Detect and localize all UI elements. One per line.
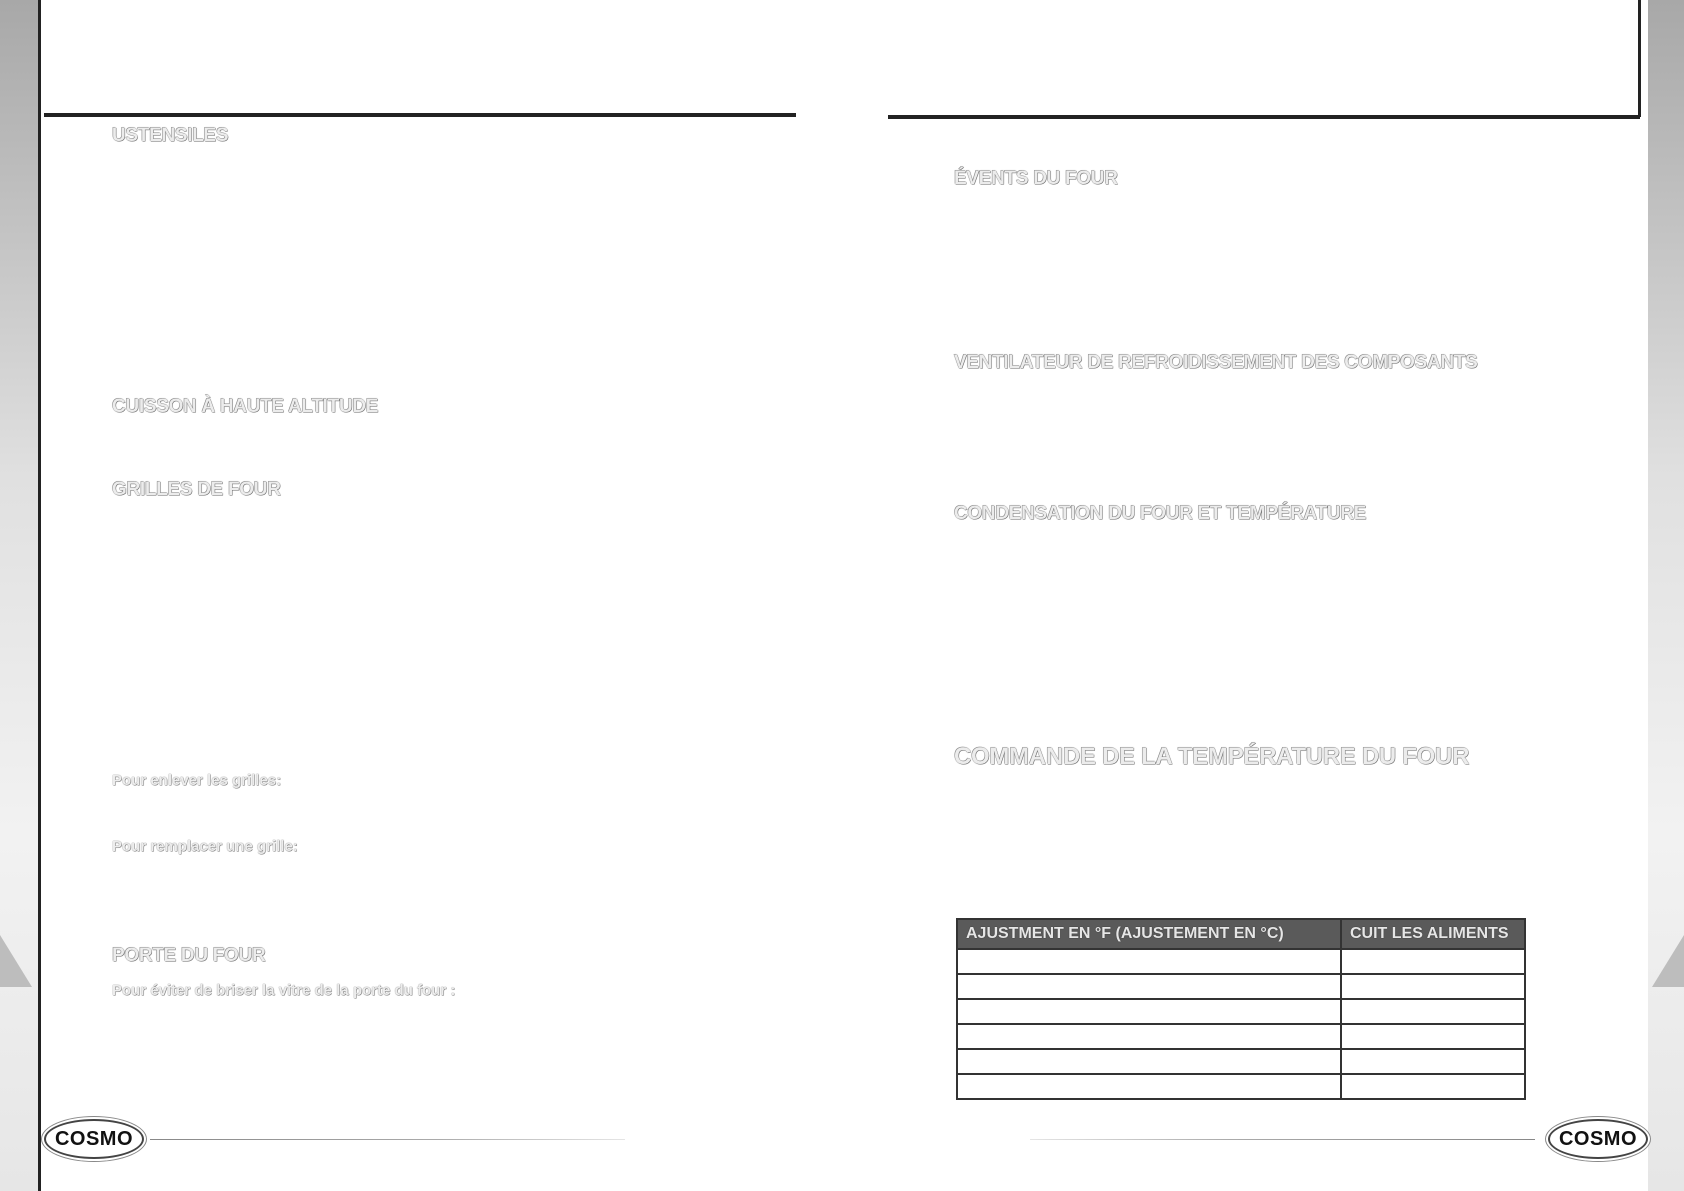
heading-commande-temperature: COMMANDE DE LA TEMPÉRATURE DU FOUR	[954, 743, 1470, 770]
table-header-row	[957, 919, 1525, 949]
left-footer-line	[150, 1139, 625, 1140]
cosmo-logo-left: COSMO	[44, 1119, 144, 1159]
right-side-band	[1648, 0, 1684, 1191]
heading-ustensiles: USTENSILES	[112, 125, 229, 146]
table-cell	[1341, 999, 1525, 1024]
heading-events-du-four: ÉVENTS DU FOUR	[954, 168, 1118, 189]
table-cell	[1341, 949, 1525, 974]
left-page-border	[38, 0, 41, 1191]
column-header-ajustement: AJUSTMENT EN °F (AJUSTEMENT EN °C)	[957, 919, 1341, 949]
left-fold-corner	[0, 935, 32, 987]
heading-condensation: CONDENSATION DU FOUR ET TEMPÉRATURE	[954, 503, 1367, 524]
temperature-adjustment-table	[956, 918, 1526, 1100]
table-row	[957, 1049, 1525, 1074]
heading-grilles-de-four: GRILLES DE FOUR	[112, 479, 281, 500]
subheading-eviter-briser-vitre: Pour éviter de briser la vitre de la porte du four :	[112, 982, 456, 999]
right-header-rule	[888, 115, 1640, 119]
table-cell	[1341, 1049, 1525, 1074]
heading-cuisson-haute-altitude: CUISSON À HAUTE ALTITUDE	[112, 396, 379, 417]
table-cell	[957, 949, 1341, 974]
heading-ventilateur: VENTILATEUR DE REFROIDISSEMENT DES COMPOSANTS	[954, 352, 1478, 373]
table-row	[957, 1074, 1525, 1099]
table-cell	[957, 999, 1341, 1024]
table-row	[957, 1024, 1525, 1049]
right-fold-corner	[1652, 935, 1684, 987]
table-cell	[957, 974, 1341, 999]
table-row	[957, 949, 1525, 974]
table-cell	[1341, 974, 1525, 999]
table-cell	[957, 1024, 1341, 1049]
right-footer-line	[1030, 1139, 1535, 1140]
right-page-border	[1638, 0, 1641, 117]
table-row	[957, 999, 1525, 1024]
subheading-remplacer-grille: Pour remplacer une grille:	[112, 838, 298, 855]
table-cell	[957, 1049, 1341, 1074]
table-row	[957, 974, 1525, 999]
left-header-rule	[44, 113, 796, 117]
table-cell	[1341, 1024, 1525, 1049]
table-cell	[957, 1074, 1341, 1099]
cosmo-logo-right: COSMO	[1548, 1119, 1648, 1159]
heading-porte-du-four: PORTE DU FOUR	[112, 945, 266, 966]
left-side-band	[0, 0, 40, 1191]
subheading-enlever-grilles: Pour enlever les grilles:	[112, 772, 282, 789]
column-header-cuit-aliments: CUIT LES ALIMENTS	[1341, 919, 1525, 949]
table-cell	[1341, 1074, 1525, 1099]
